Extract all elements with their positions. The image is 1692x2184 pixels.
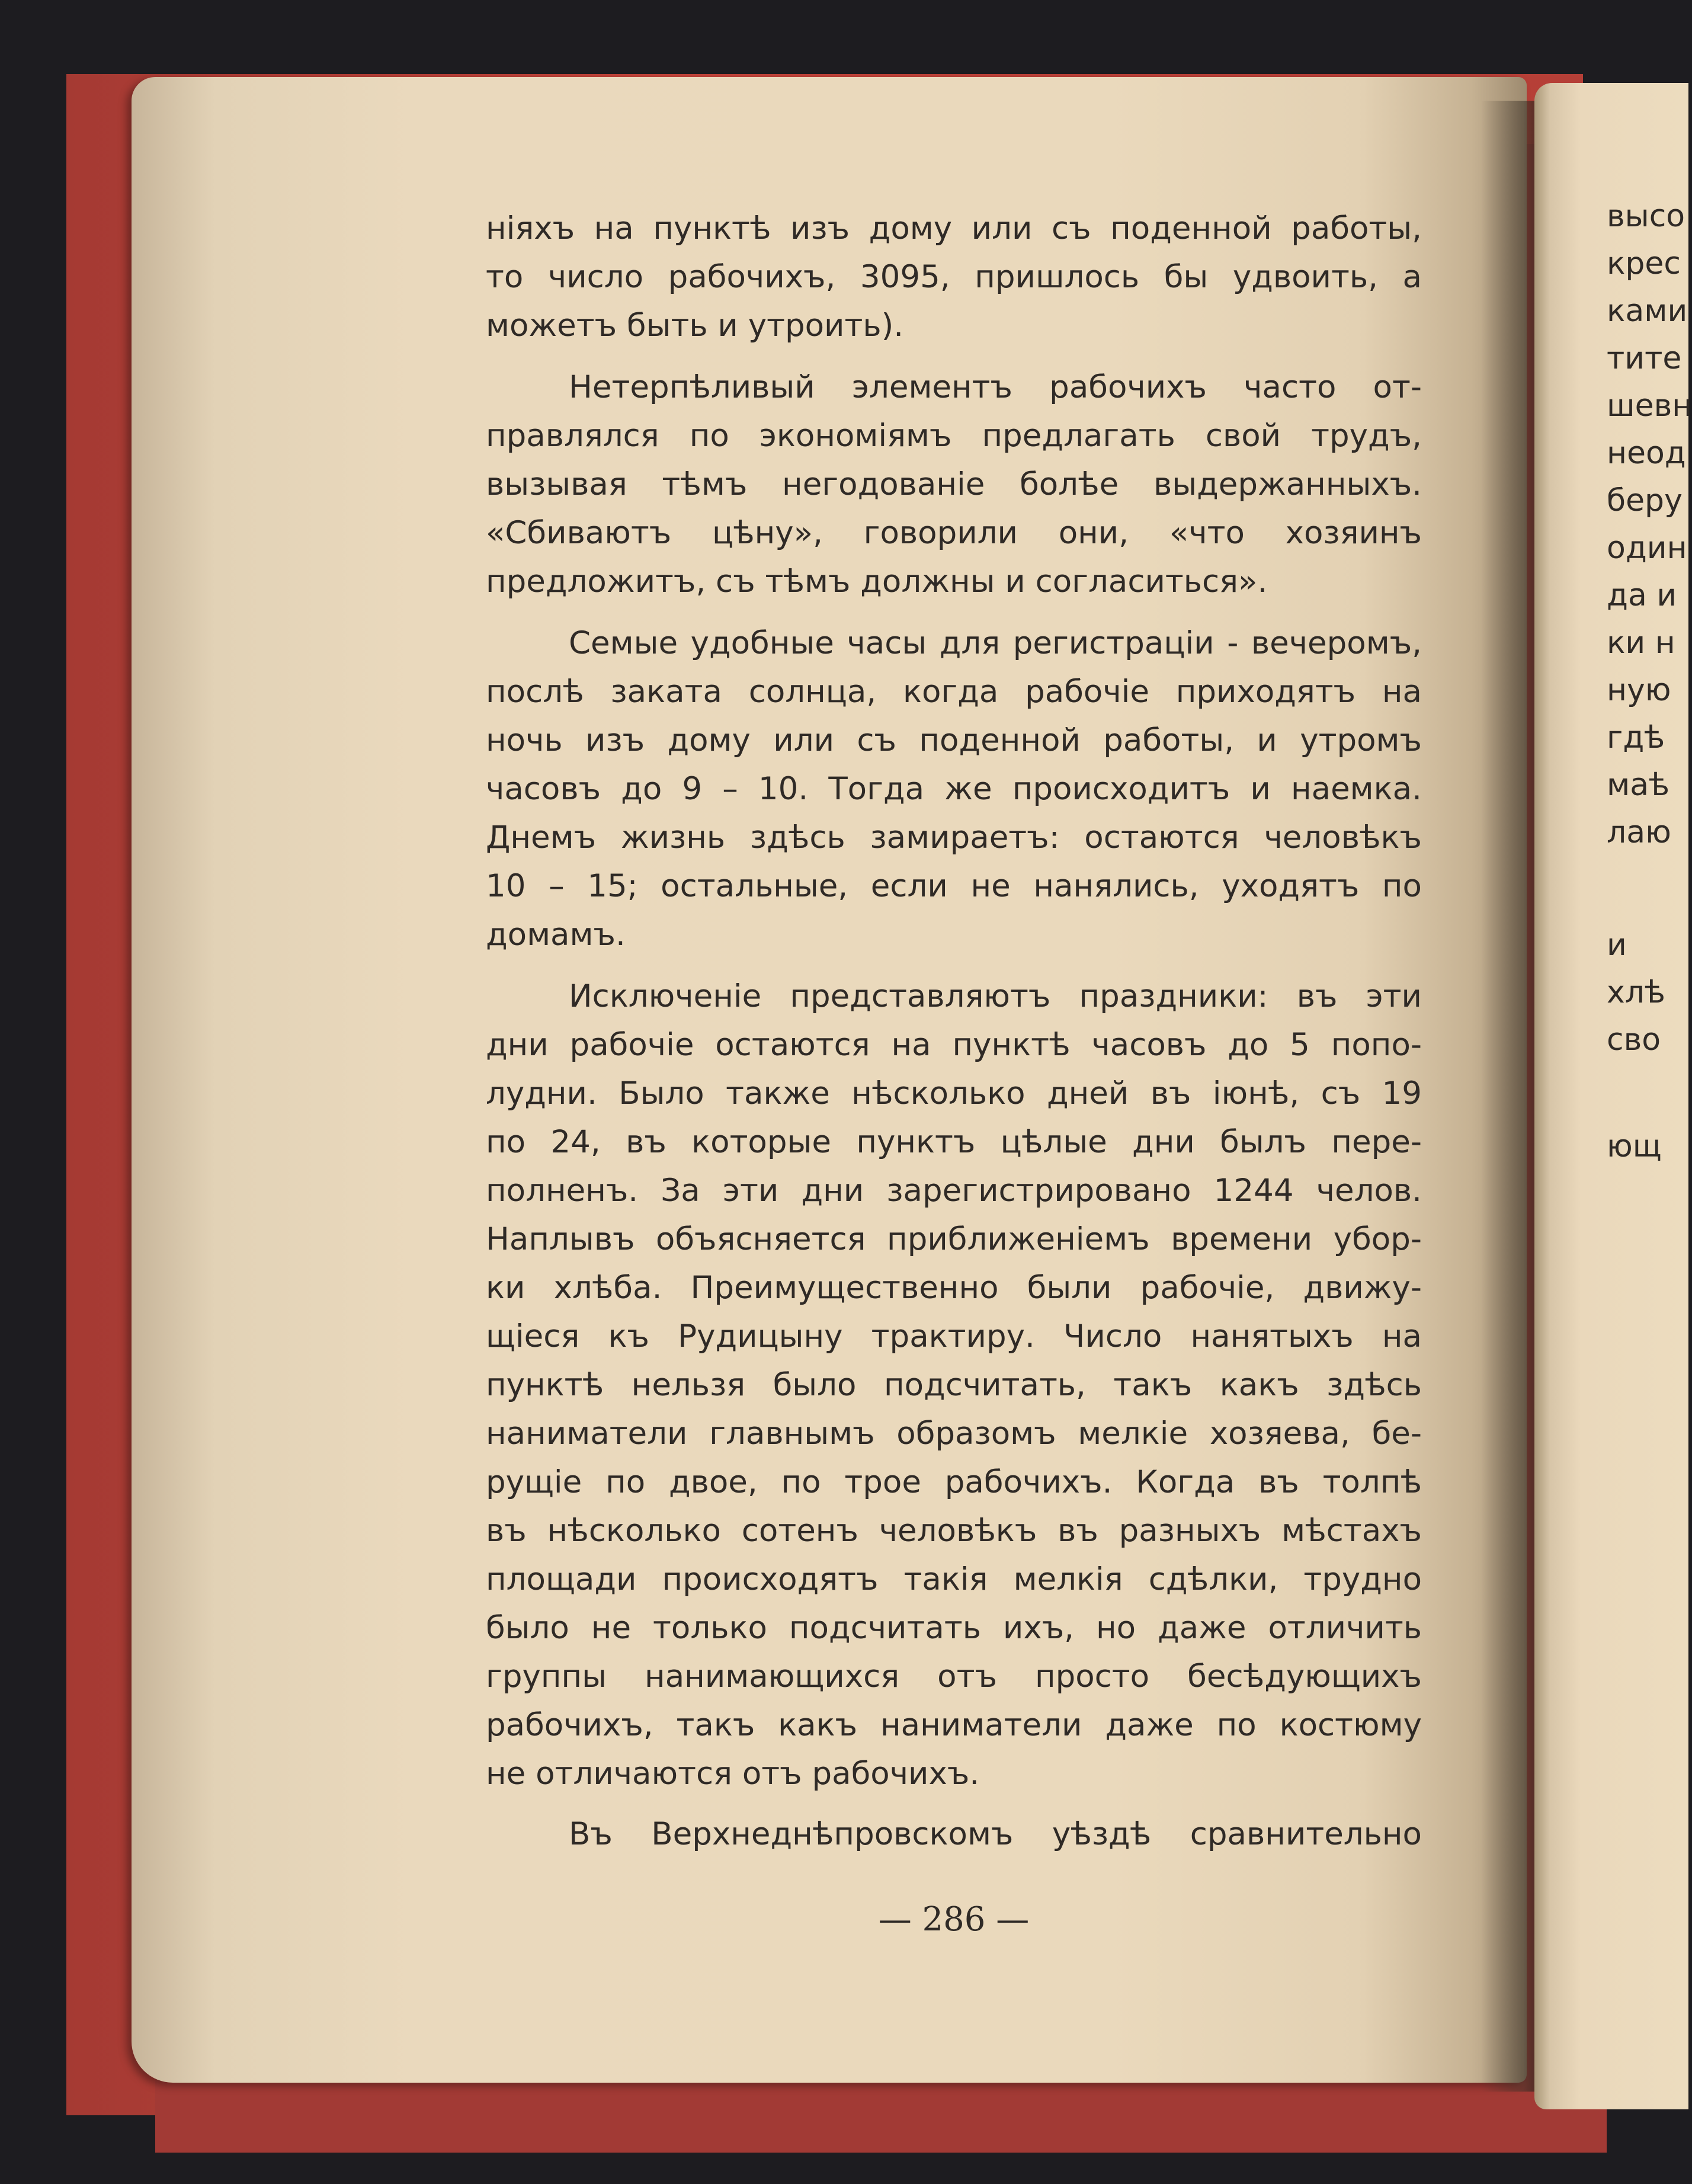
text-line: часовъ до 9 – 10. Тогда же происходитъ и наемка. xyxy=(486,771,1422,807)
right-text-fragment: ющ xyxy=(1607,1129,1662,1164)
text-line: Исключеніе представляютъ праздники: въ эти xyxy=(569,978,1422,1014)
text-line: правлялся по экономіямъ предлагать свой трудъ, xyxy=(486,418,1422,454)
text-line: ніяхъ на пунктѣ изъ дому или съ поденной работы, xyxy=(486,210,1422,246)
text-line: щіеся къ Рудицыну трактиру. Число нанятыхъ на xyxy=(486,1318,1422,1354)
right-text-fragment: один xyxy=(1607,530,1687,566)
right-text-fragment: неод xyxy=(1607,435,1686,471)
text-line: вызывая тѣмъ негодованіе болѣе выдержанныхъ. xyxy=(486,466,1422,502)
right-text-fragment: высо xyxy=(1607,198,1685,234)
page-number: — 286 — xyxy=(878,1900,1030,1939)
right-page-text xyxy=(1607,0,1692,2184)
right-text-fragment: ки н xyxy=(1607,625,1675,661)
right-text-fragment: да и xyxy=(1607,578,1677,613)
right-text-fragment: сво xyxy=(1607,1022,1661,1058)
text-line: лудни. Было также нѣсколько дней въ іюнѣ, съ 19 xyxy=(486,1075,1422,1112)
text-line: наниматели главнымъ образомъ мелкіе хозяева, бе- xyxy=(486,1416,1422,1452)
text-line: площади происходятъ такія мелкія сдѣлки, трудно xyxy=(486,1561,1422,1597)
text-line: рущіе по двое, по трое рабочихъ. Когда въ толпѣ xyxy=(486,1464,1422,1500)
text-line: Днемъ жизнь здѣсь замираетъ: остаются человѣкъ xyxy=(486,819,1422,856)
text-line: не отличаются отъ рабочихъ. xyxy=(486,1756,980,1792)
right-text-fragment: шевн xyxy=(1607,388,1692,424)
right-text-fragment: тите xyxy=(1607,341,1682,376)
text-line: было не только подсчитать ихъ, но даже отличить xyxy=(486,1610,1422,1646)
text-line: послѣ заката солнца, когда рабочіе приходятъ на xyxy=(486,674,1422,710)
text-line: можетъ быть и утроить). xyxy=(486,308,904,344)
right-text-fragment: хлѣ xyxy=(1607,975,1665,1010)
text-line: предложитъ, съ тѣмъ должны и согласиться». xyxy=(486,563,1268,600)
text-line: Семые удобные часы для регистраціи - вечеромъ, xyxy=(569,625,1422,661)
text-line: «Сбиваютъ цѣну», говорили они, «что хозяинъ xyxy=(486,515,1422,551)
text-line: группы нанимающихся отъ просто бесѣдующихъ xyxy=(486,1658,1422,1695)
text-line: въ нѣсколько сотенъ человѣкъ въ разныхъ мѣстахъ xyxy=(486,1513,1422,1549)
right-text-fragment: крес xyxy=(1607,246,1681,281)
right-text-fragment: и xyxy=(1607,927,1627,963)
right-text-fragment: маѣ xyxy=(1607,767,1670,803)
text-line: по 24, въ которые пунктъ цѣлые дни былъ пере- xyxy=(486,1124,1422,1160)
text-line: домамъ. xyxy=(486,917,626,953)
text-line: Нетерпѣливый элементъ рабочихъ часто от- xyxy=(569,369,1422,405)
text-line: ки хлѣба. Преимущественно были рабочіе, движу- xyxy=(486,1270,1422,1306)
right-text-fragment: беру xyxy=(1607,483,1683,518)
text-line: то число рабочихъ, 3095, пришлось бы удвоить, а xyxy=(486,259,1422,295)
right-text-fragment: ками xyxy=(1607,293,1688,329)
text-line: Наплывъ объясняется приближеніемъ времени убор- xyxy=(486,1221,1422,1257)
page-body-text xyxy=(486,204,1422,1863)
text-line: пунктѣ нельзя было подсчитать, такъ какъ здѣсь xyxy=(486,1367,1422,1403)
right-text-fragment: лаю xyxy=(1607,815,1671,850)
text-line: дни рабочіе остаются на пунктѣ часовъ до 5 попо- xyxy=(486,1027,1422,1063)
right-text-fragment: гдѣ xyxy=(1607,720,1665,755)
text-line: Въ Верхнеднѣпровскомъ уѣздѣ сравнительно xyxy=(569,1816,1422,1852)
text-line: полненъ. За эти дни зарегистрировано 1244 челов. xyxy=(486,1173,1422,1209)
text-line: 10 – 15; остальные, если не нанялись, уходятъ по xyxy=(486,868,1422,904)
right-text-fragment: ную xyxy=(1607,673,1671,708)
text-line: рабочихъ, такъ какъ наниматели даже по костюму xyxy=(486,1707,1422,1743)
text-line: ночь изъ дому или съ поденной работы, и утромъ xyxy=(486,722,1422,758)
